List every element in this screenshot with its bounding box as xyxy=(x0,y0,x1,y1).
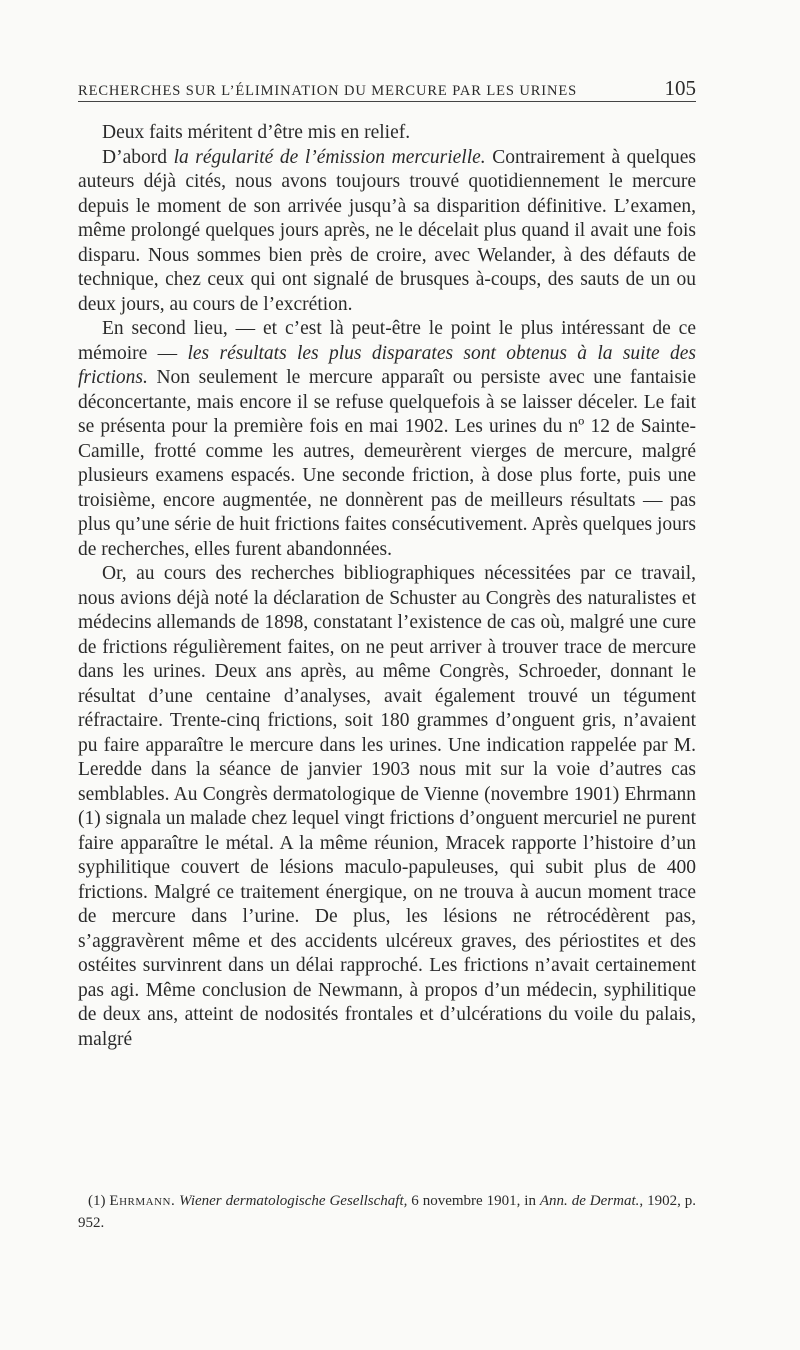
footnote-source: Ann. de Dermat. xyxy=(539,1193,640,1209)
header-title: RECHERCHES SUR L’ÉLIMINATION DU MERCURE PAR LES URINES xyxy=(78,83,578,99)
p2-lead: D’abord xyxy=(102,146,174,168)
footnote-marker: (1) xyxy=(88,1193,110,1209)
footnote-end: , 1902, p. 952. xyxy=(78,1193,696,1231)
footnote-date: 6 novembre 1901, in xyxy=(407,1193,540,1209)
paragraph-3 xyxy=(78,317,696,562)
p3-lead: En second lieu, — et c’est là peut-être le point le plus intéressant de ce mémoire — xyxy=(78,318,696,364)
p2-body: Contrairement à quelques auteurs déjà cités, nous avons toujours trouvé quotidiennement le mercure depuis le moment de son arrivée jusqu’à sa disparition définitive. L’examen, même prolongé quelques jours après, ne le décelait plus quand il avait une fois disparu. Nous sommes bien près de croire, avec Welander, à des défauts de technique, chez ceux qui ont signalé de brusques à-coups, des sauts de un ou deux jours, au cours de l’excrétion. xyxy=(78,146,696,315)
page-number: 105 xyxy=(664,76,696,100)
footnote xyxy=(78,1190,696,1234)
p3-italic: les résultats les plus disparates sont obtenus à la suite des frictions. xyxy=(78,342,696,388)
body-text xyxy=(78,121,696,1052)
header-rule xyxy=(78,101,696,102)
paragraph-4: Or, au cours des recherches bibliographiques nécessitées par ce travail, nous avions déjà noté la déclaration de Schuster au Congrès des naturalistes et médecins allemands de 1898, constatant l’existence de cas où, malgré une cure de frictions régulièrement faites, on ne peut arriver à trouver trace de mercure dans les urines. Deux ans après, au même Congrès, Schroeder, donnant le résultat d’une centaine d’analyses, avait également trouvé un tégument réfractaire. Trente-cinq frictions, soit 180 grammes d’onguent gris, n’avaient pu faire apparaître le mercure dans les urines. Une indication rappelée par M. Leredde dans la séance de janvier 1903 nous mit sur la voie d’autres cas semblables. Au Congrès dermatologique de Vienne (novembre 1901) Ehrmann (1) signala un malade chez lequel vingt frictions d’onguent mercuriel ne purent faire apparaître le métal. A la même réunion, Mracek rapporte l’histoire d’un syphilitique couvert de lésions maculo-papuleuses, qui subit plus de 400 frictions. Malgré ce traitement énergique, on ne trouva à aucun moment trace de mercure dans l’urine. De plus, les lésions ne rétrocédèrent pas, s’aggravèrent même et des accidents ulcéreux graves, des périostites et des ostéites survinrent dans un délai rapproché. Les frictions n’avait certainement pas agi. Même conclusion de Newmann, à propos d’un médecin, syphilitique de deux ans, atteint de nodosités frontales et d’ulcérations du voile du palais, malgré xyxy=(78,563,696,1050)
paragraph-2 xyxy=(78,146,696,318)
footnote-journal: Wiener dermatologische Gesellschaft, xyxy=(175,1193,408,1209)
running-header xyxy=(78,76,696,101)
paragraph-1: Deux faits méritent d’être mis en relief. xyxy=(102,122,411,143)
p3-body: Non seulement le mercure apparaît ou persiste avec une fantaisie déconcertante, mais encore il se refuse quelquefois à se laisser déceler. Le fait se présenta pour la première fois en mai 1902. Les urines du nº 12 de Sainte-Camille, frotté comme les autres, demeurèrent vierges de mercure, malgré plusieurs examens espacés. Une seconde friction, à dose plus forte, puis une troisième, encore augmentée, ne donnèrent pas de meilleurs résultats — pas plus qu’une série de huit frictions faites consécutivement. Après quelques jours de recherches, elles furent abandonnées. xyxy=(78,367,696,560)
p2-italic: la régularité de l’émission mercurielle. xyxy=(173,146,486,168)
footnote-author: Ehrmann. xyxy=(109,1193,176,1209)
